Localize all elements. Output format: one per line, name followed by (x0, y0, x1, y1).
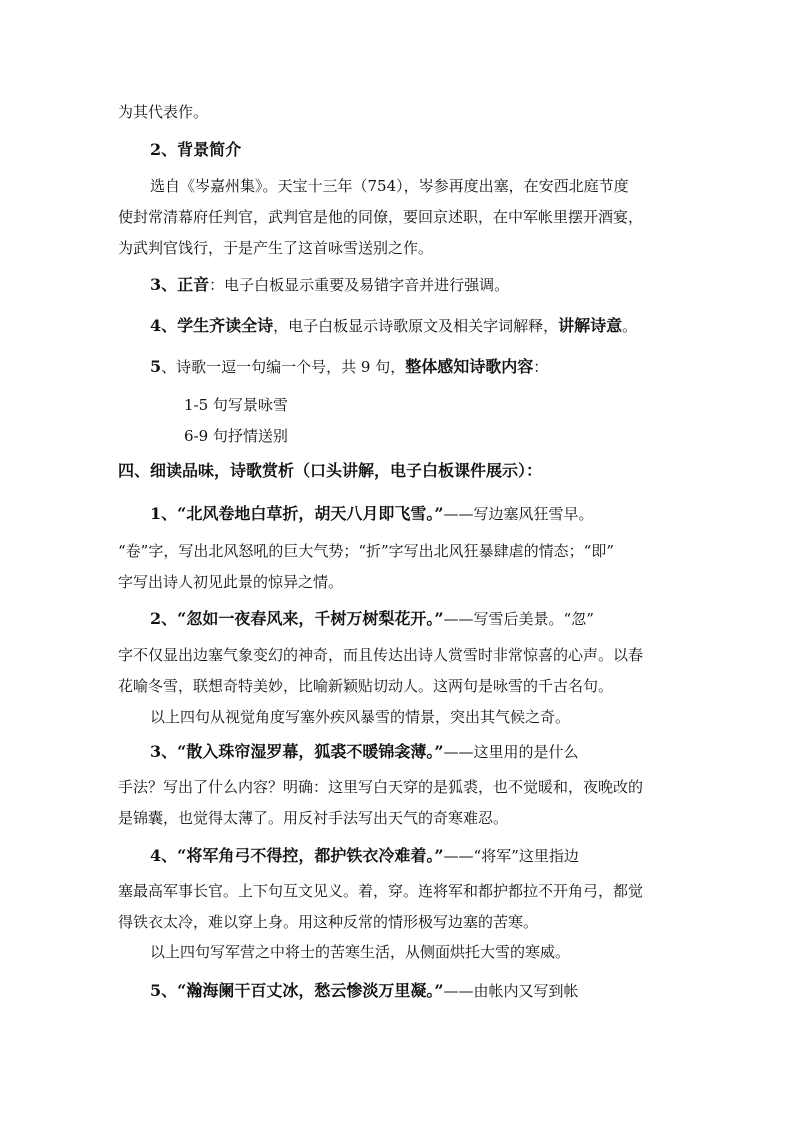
verse-note: ——写边塞风狂雪早。 (443, 505, 594, 523)
paragraph-line: 是锦囊，也觉得太薄了。用反衬手法写出天气的奇寒难忍。 (118, 809, 509, 827)
list-item: 6-9 句抒情送别 (184, 427, 288, 445)
verse-note: ——由帐内又写到帐 (443, 982, 579, 1000)
heading-text: 、诗歌一逗一句编一个号，共 9 句， (161, 358, 406, 376)
verse-heading (150, 742, 579, 762)
paragraph-line: 花喻冬雪，联想奇特美妙，比喻新颖贴切动人。这两句是咏雪的千古名句。 (118, 677, 614, 695)
paragraph-line: “卷”字，写出北风怒吼的巨大气势；“折”字写出北风狂暴肆虐的情态；“即” (118, 542, 615, 560)
heading-label: 3、正音 (150, 275, 210, 294)
paragraph-line: 字写出诗人初见此景的惊异之情。 (118, 573, 344, 591)
paragraph-line: 使封常清幕府任判官，武判官是他的同僚，要回京述职，在中军帐里摆开酒宴， (118, 208, 644, 226)
section-heading-reading (150, 316, 637, 336)
verse-quote: 3、“散入珠帘湿罗幕，狐裘不暖锦衾薄。” (150, 742, 444, 761)
verse-heading (150, 981, 579, 1001)
verse-quote: 4、“将军角弓不得控，都护铁衣冷难着。” (150, 846, 444, 865)
section-heading-pronunciation (150, 275, 509, 295)
paragraph-line: 以上四句从视觉角度写塞外疾风暴雪的情景，突出其气候之奇。 (150, 708, 571, 726)
paragraph-line: 选自《岑嘉州集》。天宝十三年（754），岑参再度出塞，在安西北庭节度 (150, 177, 629, 195)
verse-note: ——这里用的是什么 (443, 743, 579, 761)
paragraph-line: 为其代表作。 (118, 103, 209, 121)
paragraph-line: 字不仅显出边塞气象变幻的神奇，而且传达出诗人赏雪时非常惊喜的心声。以春 (118, 646, 644, 664)
paragraph-line: 以上四句写军营之中将士的苦寒生活，从侧面烘托大雪的寒威。 (150, 943, 571, 961)
verse-note: ——“将军”这里指边 (443, 847, 579, 865)
heading-text: ：电子白板显示重要及易错字音并进行强调。 (209, 276, 510, 294)
heading-end: 。 (622, 317, 638, 335)
list-item: 1-5 句写景咏雪 (184, 396, 288, 414)
verse-heading (150, 609, 594, 629)
verse-heading (150, 504, 594, 524)
verse-quote: 1、“北风卷地白草折，胡天八月即飞雪。” (150, 504, 444, 523)
heading-text: ，电子白板显示诗歌原文及相关字词解释， (273, 317, 559, 335)
paragraph-line: 得铁衣太冷，难以穿上身。用这种反常的情形极写边塞的苦寒。 (118, 913, 539, 931)
section-heading-numbering (150, 357, 548, 377)
section-heading-appreciation: 四、细读品味，诗歌赏析（口头讲解，电子白板课件展示）： (118, 461, 543, 480)
paragraph-line: 手法？写出了什么内容？明确：这里写白天穿的是狐裘，也不觉暖和，夜晚改的 (118, 778, 644, 796)
verse-quote: 5、“瀚海阑干百丈冰，愁云惨淡万里凝。” (150, 981, 444, 1000)
paragraph-line: 为武判官饯行，于是产生了这首咏雪送别之作。 (118, 239, 434, 257)
heading-emphasis: 整体感知诗歌内容 (405, 357, 534, 376)
section-heading-background: 2、背景简介 (150, 140, 242, 159)
heading-label: 5 (150, 357, 162, 376)
verse-quote: 2、“忽如一夜春风来，千树万树梨花开。” (150, 609, 444, 628)
paragraph-line: 塞最高军事长官。上下句互文见义。着，穿。连将军和都护都拉不开角弓，都觉 (118, 882, 644, 900)
heading-end: ： (533, 358, 549, 376)
verse-note: ——写雪后美景。“忽” (443, 610, 594, 628)
heading-label: 4、学生齐读全诗 (150, 316, 274, 335)
heading-emphasis: 讲解诗意 (558, 316, 623, 335)
verse-heading (150, 846, 579, 866)
